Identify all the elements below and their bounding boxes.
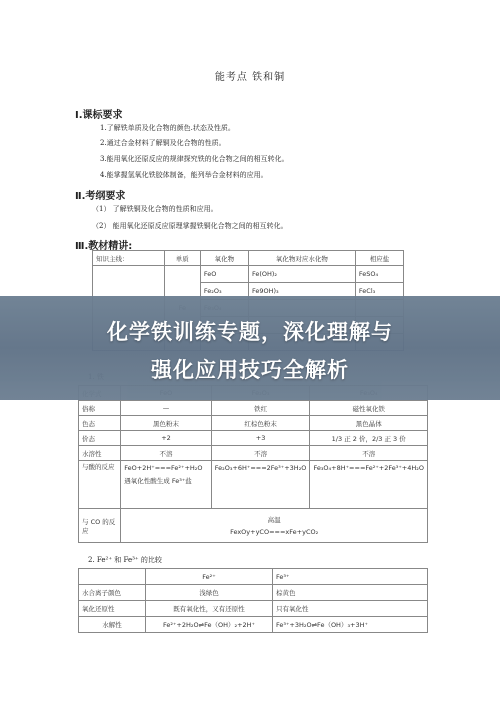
table-header: 知识主线：	[93, 251, 165, 266]
curriculum-item: 2.通过合金材料了解铜及化合物的性质。	[100, 139, 226, 147]
section-heading-textbook: Ⅲ.教材精讲:	[75, 241, 133, 252]
table-cell: 不溶	[211, 446, 310, 461]
table-cell: 氧化还原性	[79, 601, 146, 617]
co-reaction-condition: 高温	[267, 515, 281, 524]
table-cell: 浅绿色	[146, 585, 273, 601]
section-heading-curriculum: Ⅰ.课标要求	[75, 110, 123, 121]
ion-compare-table	[78, 568, 428, 633]
section-label-ion-compare: 2. Fe²⁺ 和 Fe³⁺ 的比较	[88, 556, 162, 564]
table-cell: Fe²⁺+2H₂O⇌Fe（OH）₂+2H⁺	[146, 617, 273, 633]
table-cell: 价态	[79, 431, 121, 446]
table-cell: Fe³⁺+3H₂O⇌Fe（OH）₃+3H⁺	[273, 617, 428, 633]
table-cell: +2	[121, 431, 211, 446]
table-cell: 水溶性	[79, 446, 121, 461]
table-cell: FeO+2H⁺===Fe²⁺+H₂O 遇氧化性酸生成 Fe³⁺盐	[121, 461, 211, 509]
iron-oxide-table	[78, 385, 428, 543]
table-cell: Fe₃O₄+8H⁺===Fe²⁺+2Fe³⁺+4H₂O	[310, 461, 428, 509]
banner-title-line2: 强化应用技巧全解析	[151, 358, 349, 382]
curriculum-item: 3.能用氧化还原反应的规律探究铁的化合物之间的相互转化。	[100, 155, 289, 163]
table-cell: Fe₂O₃+6H⁺===2Fe³⁺+3H₂O	[211, 461, 310, 509]
table-cell: 水合离子颜色	[79, 585, 146, 601]
doc-title: 能考点 铁和铜	[214, 72, 286, 83]
table-header: 氧化物	[200, 251, 248, 266]
table-cell: FeCl₃	[355, 283, 403, 300]
table-cell: Fe9OH)₃	[248, 283, 355, 300]
table-header: Fe³⁺	[273, 569, 428, 585]
table-cell: FeSO₄	[355, 266, 403, 283]
syllabus-item: （2） 能用氧化还原反应原理掌握铁铜化合物之间的相互转化。	[92, 222, 288, 230]
table-cell: 俗称	[79, 401, 121, 416]
table-cell: 黑色晶体	[310, 416, 428, 431]
table-cell: 不溶	[121, 446, 211, 461]
banner-title-line1: 化学铁训练专题，深化理解与	[107, 320, 393, 344]
table-cell: +3	[211, 431, 310, 446]
table-cell: Fe(OH)₂	[248, 266, 355, 283]
curriculum-item: 4.能掌握氢氧化铁胶体制备，能列举合金材料的应用。	[100, 171, 268, 179]
co-reaction-equation: FexOy+yCO===xFe+yCO₂	[230, 527, 319, 536]
table-cell: 水解性	[79, 617, 146, 633]
curriculum-item: 1.了解铁单质及化合物的颜色.状态及性质。	[100, 124, 235, 132]
table-cell: 既有氧化性，又有还原性	[146, 601, 273, 617]
table-header: Fe²⁺	[146, 569, 273, 585]
syllabus-item: （1） 了解铁铜及化合物的性质和应用。	[92, 205, 218, 213]
table-cell: 色态	[79, 416, 121, 431]
section-heading-syllabus: Ⅱ.考纲要求	[75, 191, 126, 202]
table-cell: 棕黄色	[273, 585, 428, 601]
table-cell: 红棕色粉末	[211, 416, 310, 431]
table-cell: 铁红	[211, 401, 310, 416]
table-header: 单质	[164, 251, 200, 266]
table-cell: Fe₂O₃	[200, 283, 248, 300]
table-cell: 黑色粉末	[121, 416, 211, 431]
table-cell: 与酸的反应	[79, 461, 121, 509]
table-header: 氧化物对应水化物	[248, 251, 355, 266]
table-header: 相应盐	[355, 251, 403, 266]
table-cell: 不溶	[310, 446, 428, 461]
table-cell: 只有氧化性	[273, 601, 428, 617]
title-banner	[0, 296, 500, 400]
table-cell: 1/3 正 2 价，2/3 正 3 价	[310, 431, 428, 446]
table-header	[79, 569, 146, 585]
table-cell: —	[121, 401, 211, 416]
table-cell: 与 CO 的反应	[79, 509, 121, 543]
table-cell: FeO	[200, 266, 248, 283]
table-cell: 磁性氧化铁	[310, 401, 428, 416]
